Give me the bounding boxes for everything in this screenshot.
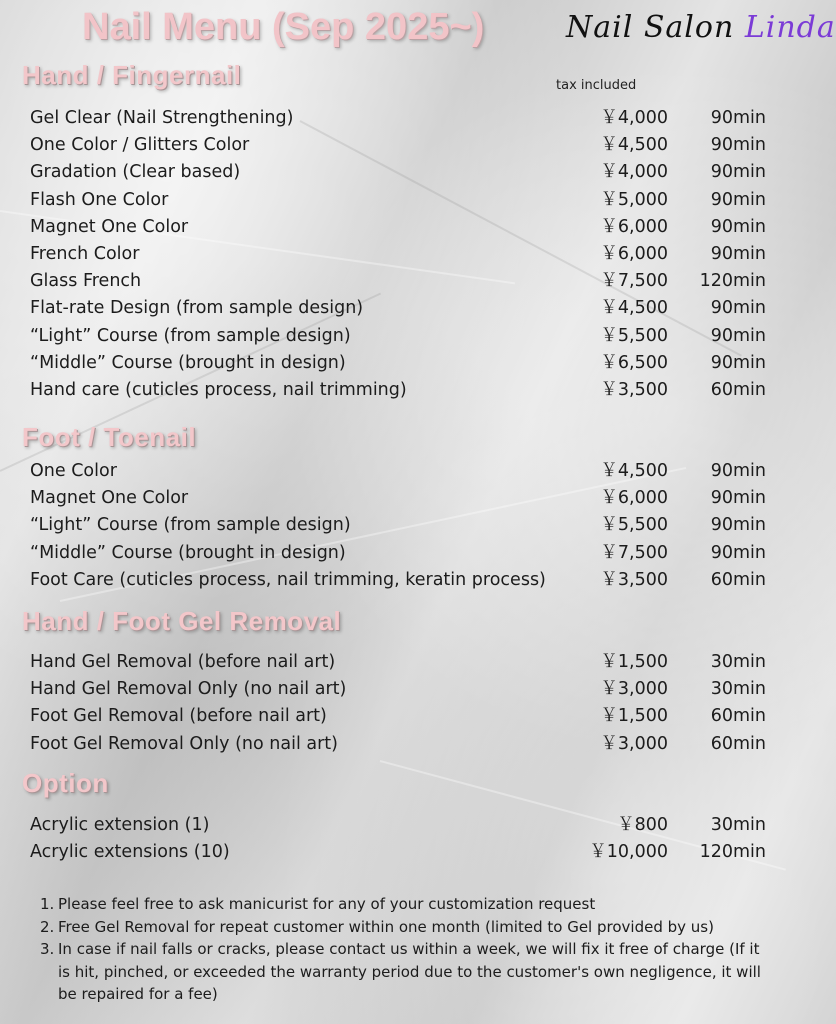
item-duration: 90min [710, 243, 766, 264]
menu-row [30, 105, 766, 132]
item-name: Foot Gel Removal Only (no nail art) [30, 733, 338, 754]
item-name: Flat-rate Design (from sample design) [30, 298, 364, 319]
item-price: ￥4,500 [600, 298, 668, 319]
note-text: In case if nail falls or cracks, please contact us within a week, we will fix it free of charge (If it is hit, pinched, or exceeded the warranty period due to the customer's own negligence, it will be repaired for a fee) [58, 940, 761, 1003]
item-duration: 30min [710, 815, 766, 835]
menu-row [30, 458, 766, 485]
logo-text: Nail Salon [566, 10, 745, 45]
item-price: ￥5,500 [600, 515, 668, 536]
menu-list-hand [30, 105, 766, 404]
item-price: ￥4,500 [600, 461, 668, 481]
item-name: One Color [30, 461, 117, 481]
item-price: ￥1,500 [600, 652, 668, 672]
item-price: ￥6,000 [600, 216, 668, 237]
note-text: Please feel free to ask manicurist for any of your customization request [58, 895, 596, 913]
menu-row [30, 703, 766, 730]
menu-row [30, 540, 766, 567]
item-name: One Color / Glitters Color [30, 135, 250, 156]
menu-row [30, 812, 766, 839]
item-duration: 120min [699, 842, 766, 863]
item-price: ￥3,500 [600, 569, 668, 590]
item-name: Magnet One Color [30, 216, 189, 237]
menu-row [30, 350, 766, 377]
menu-row [30, 377, 766, 404]
item-duration: 90min [710, 135, 766, 156]
menu-row [30, 323, 766, 350]
note-number: 1. [40, 895, 55, 913]
item-price: ￥6,500 [600, 352, 668, 373]
item-name: Hand Gel Removal (before nail art) [30, 652, 336, 672]
item-name: Foot Care (cuticles process, nail trimming, keratin process) [30, 569, 546, 590]
note-item [40, 893, 770, 916]
note-item [40, 938, 770, 1006]
item-duration: 90min [710, 216, 766, 237]
item-duration: 30min [710, 652, 766, 672]
item-name: Acrylic extension (1) [30, 815, 210, 835]
salon-logo [566, 10, 836, 62]
item-price: ￥1,500 [600, 706, 668, 727]
item-duration: 90min [710, 325, 766, 346]
item-duration: 90min [710, 162, 766, 183]
menu-row [30, 241, 766, 268]
item-price: ￥3,000 [600, 679, 668, 700]
item-duration: 90min [710, 461, 766, 481]
item-price: ￥3,500 [600, 379, 668, 400]
item-price: ￥5,500 [600, 325, 668, 346]
menu-row [30, 512, 766, 539]
note-number: 3. [40, 940, 55, 958]
menu-row [30, 676, 766, 703]
item-name: Magnet One Color [30, 488, 189, 509]
item-duration: 30min [710, 679, 766, 700]
item-name: French Color [30, 243, 140, 264]
item-name: Hand Gel Removal Only (no nail art) [30, 679, 347, 700]
item-price: ￥800 [617, 815, 668, 835]
menu-row [30, 839, 766, 866]
item-name: Foot Gel Removal (before nail art) [30, 706, 327, 727]
menu-row [30, 268, 766, 295]
note-item [40, 916, 770, 939]
item-name: Gel Clear (Nail Strengthening) [30, 108, 294, 128]
item-price: ￥6,000 [600, 243, 668, 264]
item-duration: 60min [710, 706, 766, 727]
section-title-hand: Hand / Fingernail [22, 60, 242, 90]
item-duration: 60min [710, 569, 766, 590]
item-price: ￥4,500 [600, 135, 668, 156]
item-price: ￥4,000 [600, 162, 668, 183]
section-title-option: Option [22, 768, 109, 798]
item-price: ￥10,000 [589, 842, 668, 863]
item-duration: 120min [699, 271, 766, 292]
tax-note: tax included [556, 78, 637, 93]
item-duration: 60min [710, 379, 766, 400]
logo-accent-text: Linda [744, 10, 836, 45]
item-price: ￥6,000 [600, 488, 668, 509]
menu-row [30, 485, 766, 512]
menu-title: Nail Menu (Sep 2025~) [82, 6, 485, 48]
item-name: “Light” Course (from sample design) [30, 515, 351, 536]
menu-row [30, 649, 766, 676]
item-price: ￥7,500 [600, 542, 668, 563]
menu-row [30, 132, 766, 159]
item-name: Flash One Color [30, 189, 169, 210]
item-price: ￥4,000 [600, 108, 668, 128]
menu-row [30, 567, 766, 594]
note-number: 2. [40, 917, 55, 936]
item-name: Glass French [30, 271, 142, 292]
menu-row [30, 731, 766, 758]
note-text: Free Gel Removal for repeat customer within one month (limited to Gel provided by us) [58, 917, 714, 936]
section-title-removal: Hand / Foot Gel Removal [22, 606, 342, 636]
item-duration: 90min [710, 542, 766, 563]
item-duration: 60min [710, 733, 766, 754]
item-name: “Middle” Course (brought in design) [30, 542, 346, 563]
menu-row [30, 187, 766, 214]
notes-list [40, 893, 770, 1006]
item-price: ￥3,000 [600, 733, 668, 754]
menu-row [30, 214, 766, 241]
menu-list-option [30, 812, 766, 866]
menu-list-removal [30, 649, 766, 758]
section-title-foot: Foot / Toenail [22, 422, 197, 452]
menu-row [30, 159, 766, 186]
item-name: Hand care (cuticles process, nail trimming) [30, 379, 407, 400]
item-duration: 90min [710, 352, 766, 373]
item-price: ￥5,000 [600, 189, 668, 210]
item-duration: 90min [710, 189, 766, 210]
item-name: “Middle” Course (brought in design) [30, 352, 346, 373]
item-duration: 90min [710, 488, 766, 509]
item-duration: 90min [710, 108, 766, 128]
menu-row [30, 295, 766, 322]
menu-list-foot [30, 458, 766, 594]
item-duration: 90min [710, 515, 766, 536]
item-price: ￥7,500 [600, 271, 668, 292]
item-name: “Light” Course (from sample design) [30, 325, 351, 346]
item-duration: 90min [710, 298, 766, 319]
item-name: Acrylic extensions (10) [30, 842, 230, 863]
item-name: Gradation (Clear based) [30, 162, 241, 183]
